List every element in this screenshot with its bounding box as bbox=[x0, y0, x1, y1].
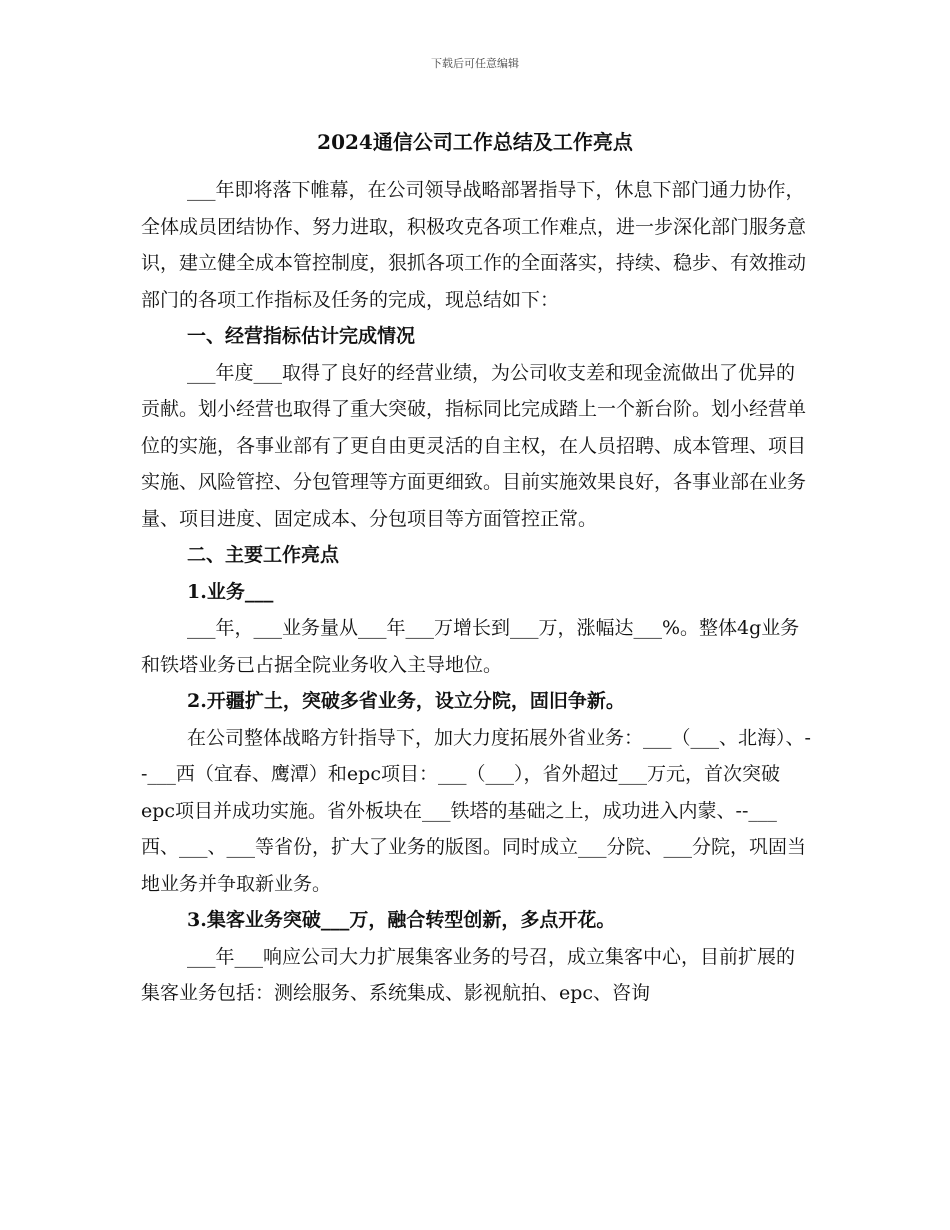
document-title: 2024通信公司工作总结及工作亮点 bbox=[317, 130, 633, 154]
subheading-2: 2.开疆扩土，突破多省业务，设立分院，固旧争新。 bbox=[187, 690, 625, 712]
subsection-1-paragraph: ___年，___业务量从___年___万增长到___万，涨幅达___%。整体4g业务和铁塔业务已占据全院业务收入主导地位。 bbox=[141, 617, 800, 676]
subsection-3-paragraph: ___年___响应公司大力扩展集客业务的号召，成立集客中心，目前扩展的集客业务包括：测绘服务、系统集成、影视航拍、epc、咨询 bbox=[141, 945, 796, 1004]
subsection-2-paragraph: 在公司整体战略方针指导下，加大力度拓展外省业务：___（___、北海）、--___西（宜春、鹰潭）和epc项目：___（___），省外超过___万元，首次突破epc项目并成功实施。省外板块在___铁塔的基础之上，成功进入内蒙、--___西、___、___等省份，扩大了业务的版图。同时成立___分院、___分院，巩固当地业务并争取新业务。 bbox=[141, 726, 811, 895]
intro-paragraph: ___年即将落下帷幕，在公司领导战略部署指导下，休息下部门通力协作，全体成员团结协作、努力进取，积极攻克各项工作难点，进一步深化部门服务意识，建立健全成本管控制度，狠抓各项工作的全面落实，持续、稳步、有效推动部门的各项工作指标及任务的完成，现总结如下： bbox=[141, 179, 807, 311]
section-1-paragraph: ___年度___取得了良好的经营业绩，为公司收支差和现金流做出了优异的贡献。划小经营也取得了重大突破，指标同比完成踏上一个新台阶。划小经营单位的实施，各事业部有了更自由更灵活的自主权，在人员招聘、成本管理、项目实施、风险管控、分包管理等方面更细致。目前实施效果良好，各事业部在业务量、项目进度、固定成本、分包项目等方面管控正常。 bbox=[141, 361, 807, 530]
document-body bbox=[141, 172, 811, 1012]
section-heading-1: 一、经营指标估计完成情况 bbox=[187, 325, 416, 347]
subheading-3: 3.集客业务突破___万，融合转型创新，多点开花。 bbox=[187, 909, 616, 931]
subheading-1: 1.业务___ bbox=[187, 580, 274, 603]
section-heading-2: 二、主要工作亮点 bbox=[187, 544, 340, 566]
download-note: 下载后可任意编辑 bbox=[431, 57, 519, 70]
